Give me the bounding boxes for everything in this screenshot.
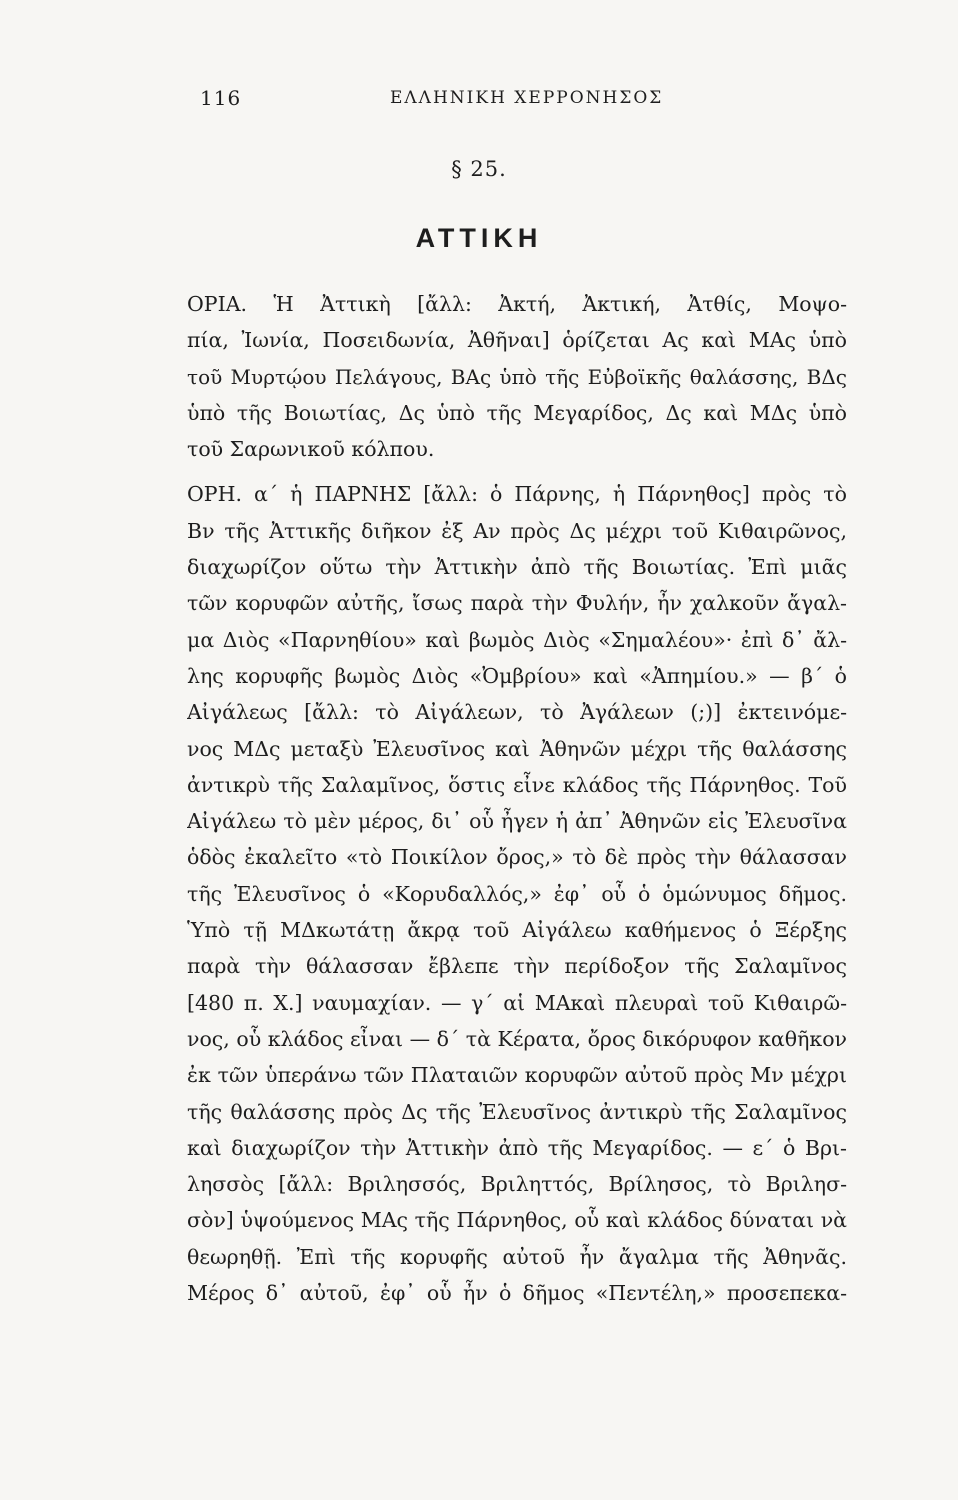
running-title: ΕΛΛΗΝΙΚΗ ΧΕΡΡΟΝΗΣΟΣ xyxy=(390,88,664,108)
text-line: νος, οὗ κλάδος εἶναι — δ΄ τὰ Κέρατα, ὄρος δικόρυφον καθῆκον xyxy=(187,1026,847,1051)
page-number: 116 xyxy=(200,86,242,110)
paragraph-boundaries xyxy=(187,286,847,467)
section-number: § 25. xyxy=(451,157,507,181)
text-line: μα Διὸς «Παρνηθίου» καὶ βωμὸς Διὸς «Σημαλέου»· ἐπὶ δ᾿ ἄλ- xyxy=(187,627,847,652)
text-line: παρὰ τὴν θάλασσαν ἔβλεπε τὴν περίδοξον τῆς Σαλαμῖνος xyxy=(187,954,847,979)
text-line: λησσὸς [ἄλλ: Βριλησσός, Βριληττός, Βρίλησος, τὸ Βριλησ- xyxy=(187,1172,847,1197)
page-header xyxy=(200,86,720,116)
text-line: Βν τῆς Ἀττικῆς διῆκον ἐξ Αν πρὸς Δς μέχρι τοῦ Κιθαιρῶνος, xyxy=(187,518,847,543)
text-line: ἐκ τῶν ὑπεράνω τῶν Πλαταιῶν κορυφῶν αὐτοῦ πρὸς Μν μέχρι xyxy=(187,1063,847,1088)
text-line: ΟΡΗ. α΄ ἡ ΠΑΡΝΗΣ [ἄλλ: ὁ Πάρνης, ἡ Πάρνηθος] πρὸς τὸ xyxy=(187,482,847,507)
text-line: ὁδὸς ἐκαλεῖτο «τὸ Ποικίλον ὄρος,» τὸ δὲ πρὸς τὴν θάλασσαν xyxy=(187,845,847,870)
text-line: καὶ διαχωρίζον τὴν Ἀττικὴν ἀπὸ τῆς Μεγαρίδος. — ε΄ ὁ Βρι- xyxy=(187,1135,847,1160)
text-line: ΟΡΙΑ. Ἡ Ἀττικὴ [ἄλλ: Ἀκτή, Ἀκτική, Ἀτθίς, Μοψο- xyxy=(187,292,847,316)
text-line: Αἰγάλεως [ἄλλ: τὸ Αἰγάλεων, τὸ Ἀγάλεων (;)] ἐκτεινόμε- xyxy=(187,700,847,725)
text-line: ὑπὸ τῆς Βοιωτίας, Δς ὑπὸ τῆς Μεγαρίδος, Δς καὶ ΜΔς ὑπὸ xyxy=(187,400,847,425)
text-line: [480 π. Χ.] ναυμαχίαν. — γ΄ αἱ ΜΑκαὶ πλευραὶ τοῦ Κιθαιρῶ- xyxy=(187,990,847,1015)
text-line: διαχωρίζον οὕτω τὴν Ἀττικὴν ἀπὸ τῆς Βοιωτίας. Ἐπὶ μιᾶς xyxy=(187,555,847,580)
paragraph-mountains xyxy=(187,476,847,1311)
text-line: Αἰγάλεω τὸ μὲν μέρος, δι᾿ οὗ ἦγεν ἡ ἀπ᾿ Ἀθηνῶν εἰς Ἐλευσῖνα xyxy=(187,809,847,834)
body-text xyxy=(187,286,847,1311)
text-line: πία, Ἰωνία, Ποσειδωνία, Ἀθῆναι] ὁρίζεται Ας καὶ ΜΑς ὑπὸ xyxy=(187,328,847,353)
text-line: τοῦ Μυρτῴου Πελάγους, ΒΑς ὑπὸ τῆς Εὐβοϊκῆς θαλάσσης, ΒΔς xyxy=(187,364,847,389)
text-line: σὸν] ὑψούμενος ΜΑς τῆς Πάρνηθος, οὗ καὶ κλάδος δύναται νὰ xyxy=(187,1208,847,1233)
text-line: τῆς Ἐλευσῖνος ὁ «Κορυδαλλός,» ἐφ᾿ οὗ ὁ ὁμώνυμος δῆμος. xyxy=(187,881,847,906)
section-title: ΑΤΤΙΚΗ xyxy=(415,223,543,253)
text-line: νος ΜΔς μεταξὺ Ἐλευσῖνος καὶ Ἀθηνῶν μέχρι τῆς θαλάσσης xyxy=(187,736,847,761)
text-line: Μέρος δ᾿ αὐτοῦ, ἐφ᾿ οὗ ἦν ὁ δῆμος «Πεντέλη,» προσεπεκα- xyxy=(187,1281,847,1306)
text-line: ἀντικρὺ τῆς Σαλαμῖνος, ὅστις εἶνε κλάδος τῆς Πάρνηθος. Τοῦ xyxy=(187,772,847,797)
text-line: θεωρηθῇ. Ἐπὶ τῆς κορυφῆς αὐτοῦ ἦν ἄγαλμα τῆς Ἀθηνᾶς. xyxy=(187,1244,847,1269)
text-line: τῶν κορυφῶν αὐτῆς, ἴσως παρὰ τὴν Φυλήν, ἦν χαλκοῦν ἄγαλ- xyxy=(187,591,847,616)
paragraph-gap xyxy=(187,467,847,476)
text-line: τῆς θαλάσσης πρὸς Δς τῆς Ἐλευσῖνος ἀντικρὺ τῆς Σαλαμῖνος xyxy=(187,1099,847,1124)
text-line: Ὑπὸ τῇ ΜΔκωτάτῃ ἄκρᾳ τοῦ Αἰγάλεω καθήμενος ὁ Ξέρξης xyxy=(187,918,847,943)
text-line: λης κορυφῆς βωμὸς Διὸς «Ὀμβρίου» καὶ «Ἀπημίου.» — β΄ ὁ xyxy=(187,663,847,688)
text-line: τοῦ Σαρωνικοῦ κόλπου. xyxy=(187,437,435,462)
